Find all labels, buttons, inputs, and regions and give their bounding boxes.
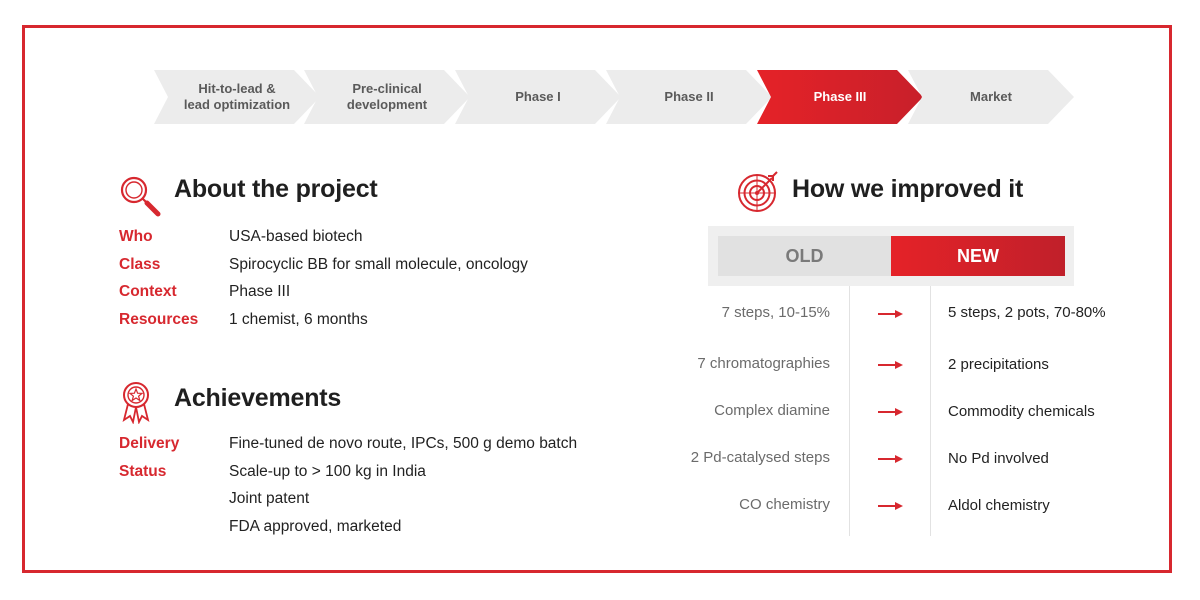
achievements-title: Achievements bbox=[174, 384, 342, 412]
old-new-toggle bbox=[708, 226, 1074, 286]
new-value: Commodity chemicals bbox=[948, 403, 1095, 420]
new-value: No Pd involved bbox=[948, 450, 1049, 467]
new-value: 2 precipitations bbox=[948, 356, 1049, 373]
old-value: Complex diamine bbox=[714, 402, 830, 419]
about-key-who: Who bbox=[119, 228, 153, 245]
new-tab[interactable]: NEW bbox=[891, 236, 1065, 276]
about-title: About the project bbox=[174, 175, 378, 203]
about-key-resources: Resources bbox=[119, 311, 199, 328]
column-divider bbox=[930, 286, 931, 536]
pipeline-step-phase-1[interactable] bbox=[455, 70, 621, 124]
old-value: 7 steps, 10-15% bbox=[721, 304, 830, 321]
pipeline-step-phase-3[interactable] bbox=[757, 70, 923, 124]
pipeline-step-label: Phase I bbox=[515, 89, 561, 104]
old-value: 7 chromatographies bbox=[697, 355, 830, 372]
phase-pipeline bbox=[0, 70, 1200, 124]
about-value-resources: 1 chemist, 6 months bbox=[229, 311, 368, 328]
about-key-class: Class bbox=[119, 256, 161, 273]
pipeline-step-label: lead optimization bbox=[183, 97, 291, 112]
old-value: CO chemistry bbox=[739, 496, 830, 513]
about-value-who: USA-based biotech bbox=[229, 228, 363, 245]
pipeline-step-label: Hit-to-lead & bbox=[198, 81, 276, 96]
target-icon bbox=[736, 170, 780, 219]
pipeline-step-label: Phase II bbox=[664, 89, 714, 104]
pipeline-step-label: Phase III bbox=[813, 89, 867, 104]
pipeline-step-label: Market bbox=[970, 89, 1012, 104]
arrow-right-icon bbox=[878, 453, 904, 465]
magnifier-icon bbox=[118, 174, 162, 223]
about-key-context: Context bbox=[119, 283, 177, 300]
achievements-key-status: Status bbox=[119, 463, 167, 480]
achievements-value-patent: Joint patent bbox=[229, 490, 310, 507]
pipeline-step-market[interactable] bbox=[908, 70, 1074, 124]
column-divider bbox=[849, 286, 850, 536]
old-value: 2 Pd-catalysed steps bbox=[690, 449, 830, 466]
about-value-context: Phase III bbox=[229, 283, 291, 300]
new-value: 5 steps, 2 pots, 70-80% bbox=[948, 304, 1106, 321]
old-tab[interactable]: OLD bbox=[718, 236, 891, 276]
pipeline-step-label: development bbox=[346, 97, 428, 112]
improved-title: How we improved it bbox=[792, 175, 1024, 203]
arrow-right-icon bbox=[878, 308, 904, 320]
pipeline-step-hit-to-lead[interactable] bbox=[154, 70, 320, 124]
achievements-value-status: Scale-up to > 100 kg in India bbox=[229, 463, 426, 480]
arrow-right-icon bbox=[878, 500, 904, 512]
achievements-value-delivery: Fine-tuned de novo route, IPCs, 500 g demo batch bbox=[229, 435, 578, 452]
pipeline-step-pre-clinical[interactable] bbox=[304, 70, 470, 124]
new-value: Aldol chemistry bbox=[948, 497, 1050, 514]
achievements-key-delivery: Delivery bbox=[119, 435, 180, 452]
arrow-right-icon bbox=[878, 359, 904, 371]
pipeline-step-label: Pre-clinical bbox=[352, 81, 422, 96]
pipeline-step-phase-2[interactable] bbox=[606, 70, 772, 124]
achievements-value-fda: FDA approved, marketed bbox=[229, 518, 402, 535]
about-value-class: Spirocyclic BB for small molecule, oncology bbox=[229, 256, 528, 273]
award-ribbon-icon bbox=[120, 380, 152, 429]
arrow-right-icon bbox=[878, 406, 904, 418]
